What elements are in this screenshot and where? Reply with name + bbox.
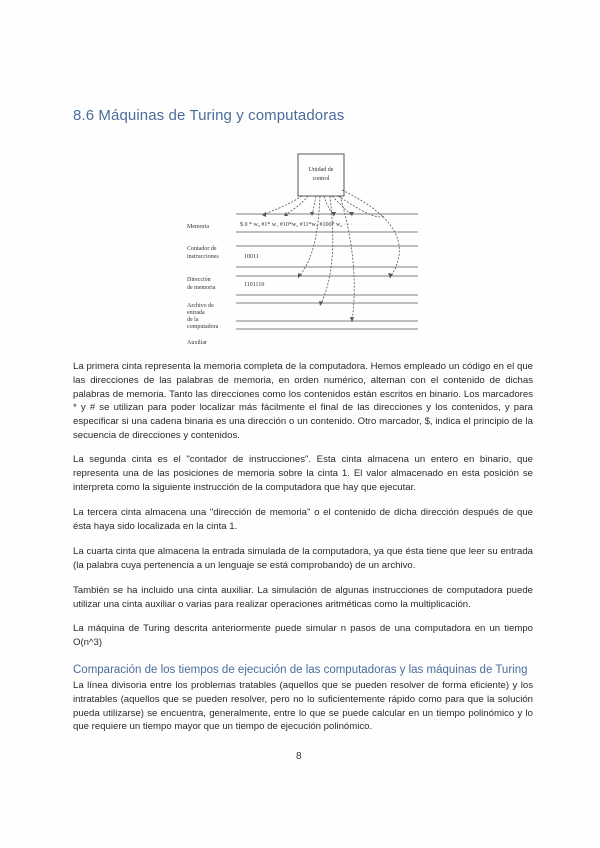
- tape-label-input-2: entrada: [187, 310, 205, 316]
- paragraph-simulation-time: La máquina de Turing descrita anteriormente puede simular n pasos de una computadora en un tiempo O(n^3): [73, 623, 533, 648]
- paragraph-tractability: La línea divisoria entre los problemas tratables (aquellos que se pueden resolver de forma eficiente) y los intratables (aquellos que se pueden resolver, pero no lo suficientemente rápido como para que la solución pueda utilizarse) se encuentra, generalmente, entre lo que se puede calcular en un tiempo polinómico y lo que requiere un tiempo mayor que un tiempo de ejecución polinómico.: [73, 680, 533, 733]
- tape-label-counter-2: instrucciones: [187, 254, 219, 260]
- tape-label-counter-1: Contador de: [187, 246, 217, 252]
- section-heading: 8.6 Máquinas de Turing y computadoras: [73, 107, 345, 124]
- control-unit-box: [298, 154, 344, 196]
- paragraph-auxiliary-tape: También se ha incluido una cinta auxiliar. La simulación de algunas instrucciones de computadora puede utilizar una cinta auxiliar o varias para realizar operaciones aritméticas como la multiplicación.: [73, 585, 533, 610]
- control-unit-label-2: control: [312, 176, 330, 182]
- tape-label-input-4: computadora: [187, 324, 219, 330]
- tape-label-aux: Auxiliar: [187, 340, 207, 346]
- tape-head-arrows: [262, 190, 399, 322]
- tape-label-memory: Memoria: [187, 224, 209, 230]
- tape-label-address-1: Dirección: [187, 277, 211, 283]
- control-unit-label-1: Unidad de: [308, 167, 334, 173]
- subsection-heading: Comparación de los tiempos de ejecución de las computadoras y las máquinas de Turing: [73, 664, 528, 676]
- paragraph-memory-tape: La primera cinta representa la memoria completa de la computadora. Hemos empleado un código en el que las direcciones de las palabras de memoria, en orden numérico, alternan con el contenido de dichas palabras de memoria. Tanto las direcciones como los contenidos están escritos en binario. Los marcadores * y # se utilizan para poder localizar más fácilmente el final de las direcciones y los contenidos, y para especificar si una cadena binaria es una dirección o un contenido. Otro marcador, $, indica el principio de la secuencia de direcciones y contenidos.: [73, 361, 533, 441]
- tape-label-address-2: de memoria: [187, 285, 216, 291]
- paragraph-memory-address: La tercera cinta almacena una "dirección de memoria" o el contenido de dicha dirección después de que ésta haya sido localizada en la cinta 1.: [73, 507, 533, 532]
- paragraph-input-tape: La cuarta cinta que almacena la entrada simulada de la computadora, ya que ésta tiene que leer su entrada (la palabra cuya pertenencia a un lenguaje se está comprobando) de un archivo.: [73, 546, 533, 571]
- tape-content-counter: 10011: [244, 254, 259, 260]
- tape-content-memory: $ 0 * w₀ #1* w₁ #10*w₂ #11*w₃ #100* w₄ · · ·: [240, 222, 353, 228]
- tape-label-input-1: Archivo de: [187, 303, 214, 309]
- turing-machine-diagram: [180, 150, 430, 350]
- turing-machine-figure: [180, 150, 430, 350]
- tape-content-address: 1101110: [244, 282, 265, 288]
- paragraph-instruction-counter: La segunda cinta es el "contador de instrucciones". Esta cinta almacena un entero en binario, que representa una de las posiciones de memoria sobre la cinta 1. El valor almacenado en esta posición se interpreta como la siguiente instrucción de la computadora que hay que ejecutar.: [73, 454, 533, 493]
- page-number: 8: [296, 751, 302, 762]
- tape-label-input-3: de la: [187, 317, 199, 323]
